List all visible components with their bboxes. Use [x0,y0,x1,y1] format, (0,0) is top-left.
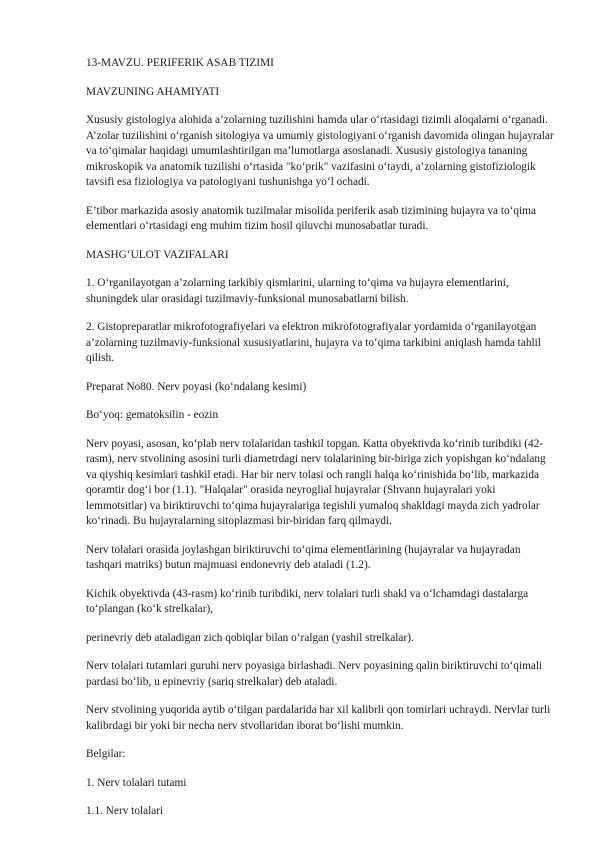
legend-item-1: 1. Nerv tolalari tutami [86,776,187,789]
paragraph-intro: Xususiy gistologiya alohida a’zolarning tuzilishini hamda ular o‘rtasidagi tizimli aloqalarni o‘rganadi. A’zolar tuzilishini o‘rganish sitologiya va umumiy gistologiyani o‘rganish davomida olingan hujayralar va to‘qimalar haqidagi umumlashtirilgan ma’lumotlarga asoslanadi. Xususiy gistologiya tananing mikroskopik va anatomik tuzilishi o‘rtasida "ko‘prik" vazifasini o‘taydi, a’zolarning gistofiziologik tavsifi esa fiziologiya va patologiyani tushunishga yo‘l ochadi. [86,114,554,188]
section-heading-tasks: MASHG‘ULOT VAZIFALARI [86,248,229,261]
paragraph-focus: E’tibor markazida asosiy anatomik tuzilmalar misolida periferik asab tizimining hujayra va to‘qima elementlari o‘rtasidagi eng muhim tizim hosil qiluvchi munosabatlar turadi. [86,204,536,232]
paragraph-vessels: Nerv stvolining yuqorida aytib o‘tilgan pardalarida har xil kalibrli qon tomirlari uchraydi. Nervlar turli kalibrdagi bir yoki bir necha nerv stvollaridan iborat bo‘lishi mumkin. [86,704,551,732]
paragraph-nerve-trunk: Nerv poyasi, asosan, ko‘plab nerv tolalaridan tashkil topgan. Katta obyektivda ko‘rinib turibdiki (42-rasm), nerv stvolining asosini turli diametrdagi nerv tolalarining bir-biriga zich yopishgan ko‘ndalang va qiyshiq kesimlari tashkil etadi. Har bir nerv tolasi och rangli halqa ko‘rinishida bo‘lib, markazida qoramtir dog‘i bor (1.1). "Halqalar" orasida neyroglial hujayralar (Shvann hujayralari yoki lemmotsitlar) va biriktiruvchi to‘qima hujayralariga tegishli yumaloq shakldagi mayda zich yadrolar ko‘rinadi. Bu hujayralarning sitoplazmasi bir-biridan farq qilmaydi. [86,437,546,527]
document-title: 13-MAVZU. PERIFERIK ASAB TIZIMI [86,57,274,69]
paragraph-endoneurium: Nerv tolalari orasida joylashgan biriktiruvchi to‘qima elementlarining (hujayralar va hujayradan tashqari matriks) butun majmuasi endonevriy deb ataladi (1.2). [86,543,521,571]
task-item-2: 2. Gistopreparatlar mikrofotografiyelari va elektron mikrofotografiyalar yordamida o‘rganilayotgan a’zolarning tuzilmaviy-funksional xususiyatlarini, hujayra va to‘qima tarkibini aniqlash hamda tahlil qilish. [86,321,541,364]
legend-item-1-1: 1.1. Nerv tolalari [86,805,164,817]
document-page [86,56,554,833]
paragraph-epineurium: Nerv tolalari tutamlari guruhi nerv poyasiga birlashadi. Nerv poyasining qalin biriktiruvchi to‘qimali pardasi bo‘lib, u epinevriy (sariq strelkalar) deb ataladi. [86,660,543,688]
task-item-1: 1. O‘rganilayotgan a’zolarning tarkibiy qismlarini, ularning to‘qima va hujayra elementlarini, shuningdek ular orasidagi tuzilmaviy-funksional munosabatlarni bilish. [86,277,509,305]
stain-info: Bo‘yoq: gematoksilin - eozin [86,409,219,421]
paragraph-bundles: Kichik obyektivda (43-rasm) ko‘rinib turibdiki, nerv tolalari turli shakl va o‘lchamdagi dastalarga to‘plangan (ko‘k strelkalar), [86,587,529,615]
paragraph-perineurium: perinevriy deb ataladigan zich qobiqlar bilan o‘ralgan (yashil strelkalar). [86,631,414,644]
preparat-title: Preparat No80. Nerv poyasi (ko‘ndalang kesimi) [86,380,307,393]
section-heading-importance: MAVZUNING AHAMIYATI [86,85,220,98]
legend-title: Belgilar: [86,748,126,760]
